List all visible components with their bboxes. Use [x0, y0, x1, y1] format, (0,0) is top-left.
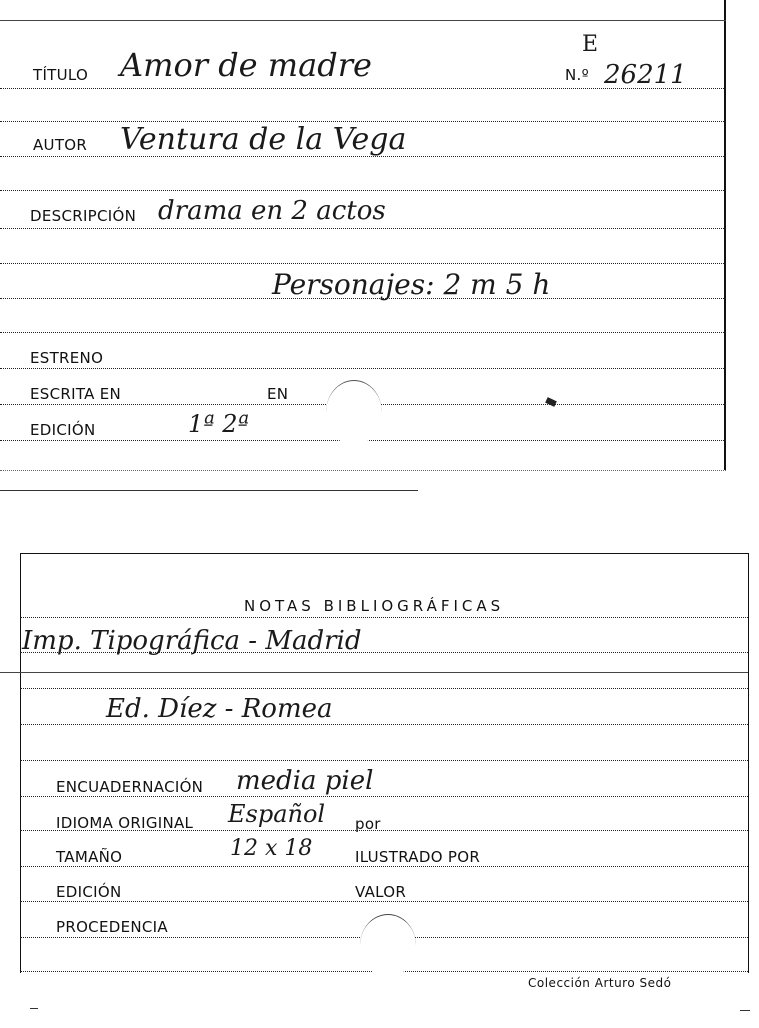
rule-line — [20, 688, 748, 689]
rule-line — [0, 228, 726, 229]
notas-heading: NOTAS BIBLIOGRÁFICAS — [244, 597, 505, 615]
autor-value: Ventura de la Vega — [120, 122, 407, 157]
escrita-en-label: ESCRITA EN — [30, 385, 122, 403]
rule-line — [20, 901, 748, 902]
numero-value: 26211 — [604, 60, 687, 90]
edicion-value: 1ª 2ª — [188, 410, 249, 438]
rule-line — [20, 617, 748, 618]
idioma-value: Español — [228, 800, 326, 828]
note-line-2: Ed. Díez - Romea — [106, 694, 333, 724]
autor-label: AUTOR — [33, 136, 88, 154]
numero-label: N.º — [565, 66, 589, 84]
rule-line — [0, 332, 726, 333]
bottom-card-top-border — [20, 553, 748, 554]
note-line-1: Imp. Tipográfica - Madrid — [22, 626, 362, 656]
bottom-card-left-border — [20, 553, 21, 973]
scan-speck — [30, 1008, 38, 1009]
coleccion-label: Colección Arturo Sedó — [528, 976, 672, 990]
tamano-value: 12 x 18 — [230, 836, 313, 861]
scan-speck — [740, 1010, 750, 1011]
descripcion-value: drama en 2 actos — [158, 196, 386, 226]
estreno-label: ESTRENO — [30, 349, 104, 367]
encuadernacion-label: ENCUADERNACIÓN — [56, 778, 204, 796]
en-label: EN — [267, 385, 289, 403]
rule-line — [20, 796, 748, 797]
rule-line — [20, 724, 748, 725]
encuadernacion-value: media piel — [236, 766, 374, 796]
rule-line — [0, 368, 726, 369]
ilustrado-label: ILUSTRADO POR — [355, 848, 481, 866]
separator-line — [0, 490, 418, 491]
rule-line — [20, 760, 748, 761]
numero-prefix: E — [582, 32, 599, 57]
edicion-label-bottom: EDICIÓN — [56, 883, 122, 901]
tamano-label: TAMAÑO — [56, 848, 123, 866]
descripcion-label: DESCRIPCIÓN — [30, 207, 137, 225]
titulo-label: TÍTULO — [33, 66, 89, 84]
rule-line — [20, 866, 748, 867]
personajes-value: Personajes: 2 m 5 h — [272, 268, 551, 301]
rule-line — [0, 672, 748, 673]
rule-line — [0, 190, 726, 191]
punch-hole — [360, 914, 416, 977]
valor-label: VALOR — [355, 883, 407, 901]
rule-line — [0, 470, 726, 471]
bottom-card-right-border — [748, 553, 749, 973]
ink-mark — [545, 397, 557, 407]
edicion-label: EDICIÓN — [30, 421, 96, 439]
titulo-value: Amor de madre — [120, 46, 372, 84]
rule-line — [0, 263, 726, 264]
idioma-label: IDIOMA ORIGINAL — [56, 814, 194, 832]
por-label: por — [355, 815, 381, 833]
top-card-top-border — [0, 20, 726, 21]
procedencia-label: PROCEDENCIA — [56, 918, 168, 936]
punch-hole — [326, 380, 382, 445]
top-card-right-border — [724, 0, 726, 470]
